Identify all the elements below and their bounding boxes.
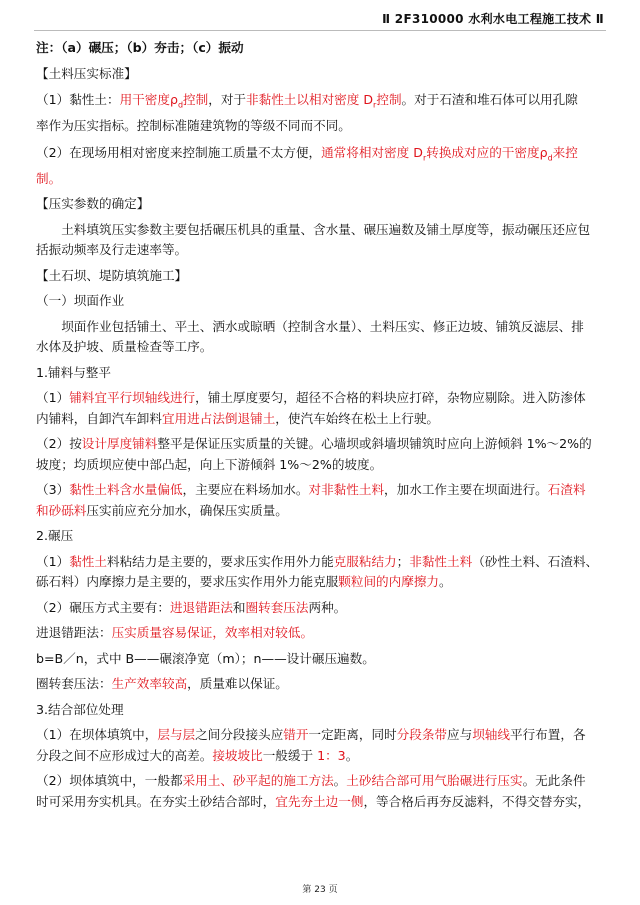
text-segment: 一定距离，同时 (308, 727, 397, 743)
text-segment: 圈转套压法： (36, 676, 112, 692)
text-segment: 注：（a）碾压；（b）夯击；（c）振动 (36, 40, 244, 55)
text-line (36, 552, 606, 573)
highlighted-text: 铺料宜平行坝轴线进行 (69, 390, 196, 406)
text-line (36, 266, 606, 287)
text-line (36, 291, 606, 312)
text-line (36, 434, 606, 455)
text-segment: （1）黏性土： (36, 92, 120, 107)
text-line (36, 501, 606, 522)
highlighted-text: 黏性土料含水量偏低 (69, 482, 183, 498)
text-segment: 。 (333, 773, 347, 789)
text-segment: 3.结合部位处理 (36, 701, 124, 717)
text-line (36, 90, 606, 116)
text-segment: （1） (36, 553, 70, 569)
highlighted-text: 非黏性土料 (409, 553, 473, 569)
text-line (36, 455, 606, 476)
highlighted-text: 圈转套压法 (245, 599, 309, 615)
text-line (36, 649, 606, 670)
text-segment: 压实前应充分加水，确保压实质量。 (86, 502, 288, 518)
highlighted-text: 接坡坡比 (212, 747, 263, 763)
highlighted-text: 土砂结合部可用气胎碾进行压实 (346, 773, 523, 789)
text-segment: ，等合格后再夯反滤料，不得交替夯实， (363, 793, 591, 809)
page-number: 第 23 页 (302, 885, 338, 895)
highlighted-text: 压实质量容易保证，效率相对较低。 (111, 625, 314, 641)
text-segment: （2）在现场用相对密度来控制施工质量不太方便， (36, 144, 322, 160)
text-segment: ，铺土厚度要匀，超径不合格的料块应打碎，杂物应剔除。进入防渗体 (195, 390, 586, 406)
text-segment: ，主要应在料场加水。 (182, 482, 309, 498)
highlighted-text: 克服粘结力 (333, 553, 397, 569)
text-line (36, 771, 606, 792)
highlighted-text: d (547, 153, 553, 163)
text-segment: ，质量难以保证。 (187, 676, 288, 692)
text-segment: 率作为压实指标。控制标准随建筑物的等级不同而不同。 (36, 118, 351, 134)
highlighted-text: 生产效率较高 (111, 676, 188, 692)
highlighted-text: 控制 (183, 92, 209, 107)
text-segment: 一般缓于 (262, 747, 318, 763)
highlighted-text: 错开 (283, 727, 309, 743)
text-segment: 之间分段接头应 (195, 727, 284, 743)
text-line (36, 388, 606, 409)
highlighted-text: 采用土、砂平起的施工方法 (182, 773, 334, 789)
text-line (36, 38, 606, 59)
highlighted-text: 对非黏性土料 (308, 482, 385, 498)
highlighted-text: 设计厚度铺料 (81, 436, 158, 452)
text-segment: （2）碾压方式主要有： (36, 599, 170, 615)
text-line (36, 194, 606, 215)
text-line (36, 480, 606, 501)
text-segment: 【土石坝、堤防填筑施工】 (36, 267, 188, 283)
text-line (36, 409, 606, 430)
text-line (36, 363, 606, 384)
text-line (36, 700, 606, 721)
highlighted-text: 宜先夯土边一侧 (275, 793, 364, 809)
text-segment: 料粘结力是主要的，要求压实作用外力能 (106, 553, 334, 569)
highlighted-text: 制。 (36, 170, 62, 186)
text-line (36, 623, 606, 644)
text-segment: 。无此条件 (522, 773, 586, 789)
text-segment: （1）在坝体填筑中， (36, 727, 158, 743)
highlighted-text: 和砂砾料 (36, 502, 87, 518)
text-segment: 。 (345, 747, 359, 763)
text-segment: 内铺料，自卸汽车卸料 (36, 410, 162, 426)
text-segment: 分段之间不应形成过大的高差。 (36, 747, 213, 763)
text-segment: 【土料压实标准】 (36, 65, 137, 81)
text-line (36, 792, 606, 813)
text-segment: （一）坝面作业 (36, 293, 125, 309)
text-segment: 1.铺料与整平 (36, 364, 111, 380)
text-line (36, 674, 606, 695)
text-line (36, 746, 606, 767)
highlighted-text: 石渣料 (547, 482, 586, 498)
text-line (36, 337, 606, 358)
text-segment: （2）按 (36, 436, 82, 452)
highlighted-text: 通常将相对密度 D (321, 144, 423, 160)
text-segment: 整平是保证压实质量的关键。心墙坝或斜墙坝铺筑时应向上游倾斜 1%～2%的 (157, 436, 592, 452)
text-segment: （2）坝体填筑中，一般都 (36, 773, 183, 789)
text-segment: b=B／n，式中 B——碾滚净宽（m）；n——设计碾压遍数。 (36, 650, 375, 666)
text-segment: 两种。 (308, 599, 347, 615)
text-line (36, 220, 606, 241)
highlighted-text: 层与层 (157, 727, 196, 743)
text-line (36, 572, 606, 593)
highlighted-text: 宜用进占法倒退铺土 (161, 410, 276, 426)
highlighted-text: 控制 (376, 92, 402, 107)
text-segment: 。对于石渣和堆石体可以用孔隙 (401, 92, 578, 107)
text-line (36, 240, 606, 261)
text-segment: 2.碾压 (36, 528, 74, 544)
text-line (36, 598, 606, 619)
text-segment: 应与 (447, 727, 473, 743)
text-segment: 。 (439, 574, 452, 590)
highlighted-text: 1：3 (317, 747, 346, 763)
text-segment: （3） (36, 482, 70, 498)
text-segment: 平行布置，各 (509, 727, 586, 743)
highlighted-text: d (177, 100, 184, 110)
text-segment: 和 (232, 599, 246, 615)
text-segment: ，加水工作主要在坝面进行。 (384, 482, 548, 498)
text-segment: ，使汽车始终在松土上行驶。 (275, 410, 439, 426)
highlighted-text: 黏性土 (69, 553, 107, 569)
text-segment: 【压实参数的确定】 (36, 196, 150, 212)
highlighted-text: 分段条带 (396, 727, 448, 743)
document-body (36, 38, 606, 812)
text-segment: ； (396, 553, 410, 569)
header-divider (34, 30, 606, 31)
text-segment: 水体及护坡、质量检查等工序。 (36, 339, 213, 355)
page-header: Ⅱ 2F310000 水利水电工程施工技术 Ⅱ (382, 12, 604, 26)
highlighted-text: 用干密度ρ (119, 92, 178, 107)
text-segment: 坡度；均质坝应使中部凸起，向上下游倾斜 1%～2%的坡度。 (36, 456, 383, 472)
text-line (36, 143, 606, 169)
highlighted-text: r (422, 153, 427, 163)
text-segment: 砾石料）内摩擦力是主要的，要求压实作用外力能克服 (36, 574, 339, 590)
text-segment: （1） (36, 390, 70, 406)
text-segment: 坝面作业包括铺土、平土、洒水或晾晒（控制含水量）、土料压实、修正边坡、铺筑反滤层、排 (61, 318, 584, 334)
highlighted-text: 非黏性土以相对密度 D (246, 92, 374, 107)
highlighted-text: 来控 (552, 144, 578, 160)
text-segment: 括振动频率及行走速率等。 (36, 242, 188, 258)
text-line (36, 64, 606, 85)
text-line (36, 169, 606, 190)
highlighted-text: 转换成对应的干密度ρ (426, 144, 548, 160)
text-line (36, 116, 606, 137)
text-line (36, 526, 606, 547)
text-line (36, 317, 606, 338)
highlighted-text: 坝轴线 (472, 727, 510, 743)
text-segment: 时可采用夯实机具。在夯实土砂结合部时， (36, 793, 276, 809)
highlighted-text: r (373, 100, 377, 110)
highlighted-text: 颗粒间的内摩擦力 (338, 574, 439, 590)
text-segment: 进退错距法： (36, 625, 112, 641)
text-segment: 土料填筑压实参数主要包括碾压机具的重量、含水量、碾压遍数及铺土厚度等，振动碾压还应包 (61, 221, 591, 237)
text-line (36, 725, 606, 746)
text-segment: （砂性土料、石渣料、 (472, 553, 599, 569)
highlighted-text: 进退错距法 (169, 599, 233, 615)
text-segment: ，对于 (208, 92, 246, 107)
